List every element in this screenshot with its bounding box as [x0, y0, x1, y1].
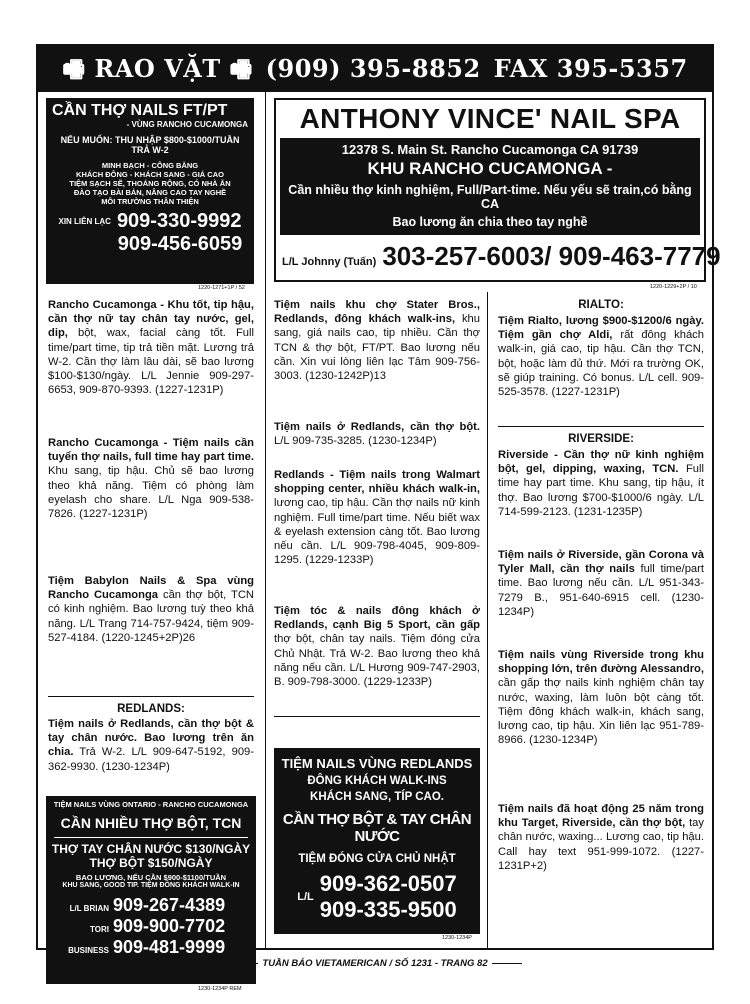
fax-machine-icon: 🖷: [62, 54, 86, 83]
fax-machine-icon: 🖷: [229, 54, 253, 83]
box-phone: 909-456-6059: [117, 233, 243, 255]
box-line: BAO LƯƠNG, NẾU CẦN $900-$1100/TUẦN: [75, 873, 227, 882]
header-fax: FAX 395-5357: [493, 54, 688, 83]
box-title: CẦN NHIỀU THỢ BỘT, TCN: [60, 815, 242, 831]
box-line: TIỆM NAILS VÙNG ONTARIO - RANCHO CUCAMONGA: [53, 800, 249, 809]
box-line: THỢ TAY CHÂN NƯỚC $130/NGÀY: [51, 842, 251, 856]
box-subtitle: - VÙNG RANCHO CUCAMONGA: [126, 120, 248, 129]
ad-code: 1230-1234P REM: [198, 986, 242, 992]
box-title: CẦN THỢ NAILS FT/PT: [52, 102, 228, 119]
classified-ad: Tiệm nails ở Redlands, cần thợ bột & tay chân nước. Bao lương trên ăn chia. Trả W-2. L/L 909-647-5192, 909-362-9930. (1230-1234P): [48, 718, 254, 773]
page-footer: [0, 958, 750, 969]
contact-name: TORI: [90, 925, 109, 934]
classified-ad: Tiệm tóc & nails đông khách ở Redlands, cạnh Big 5 Sport, cần gấp thợ bột, chân tay nails. Tiệm đóng cửa Chủ Nhật. Trả W-2. Bao lương theo khả năng nếu cần. L/L Hương 909-747-2903, B. 909-798-3000. (1229-1233P): [274, 605, 480, 689]
box-pay: TRẢ W-2: [131, 145, 169, 155]
box-line: CẦN THỢ BỘT & TAY CHÂN NƯỚC: [282, 811, 472, 845]
box-line: ĐÀO TẠO BÀI BẢN, NÂNG CAO TAY NGHỀ: [73, 188, 227, 197]
contact-name: L/L BRIAN: [69, 904, 109, 913]
box-phone: 909-481-9999: [113, 937, 226, 957]
section-heading: REDLANDS:: [117, 703, 185, 715]
box-title: TIỆM NAILS VÙNG REDLANDS: [281, 756, 473, 771]
ad-code: 1230-1234P: [442, 935, 472, 941]
box-phone: 909-335-9500: [319, 897, 457, 922]
column-1: [38, 92, 266, 992]
ad-anthony-vince: [274, 98, 721, 282]
box-line: ĐÔNG KHÁCH WALK-INS: [307, 775, 447, 787]
ad-phones: 303-257-6003/ 909-463-7779: [382, 241, 721, 271]
box-phone: 909-900-7702: [113, 916, 226, 936]
box-phone: 909-362-0507: [319, 871, 457, 896]
ad-box-nails-ft-pt: [46, 98, 254, 284]
ad-box-redlands: [274, 748, 480, 934]
classified-ad: Tiệm nails khu chợ Stater Bros., Redlands, đông khách walk-ins, khu sang, giá nails cao, tip nhiều. Cần thợ TCN & thợ bột, FT/PT. Bao lương nếu cần. Xin vui lòng liên lạc Tâm 909-756-3003. (1230-1242P)13: [274, 299, 480, 383]
classified-ad: Tiệm nails ở Redlands, cần thợ bột. L/L 909-735-3285. (1230-1234P): [274, 421, 480, 448]
section-divider: [274, 716, 480, 717]
ad-area: KHU RANCHO CUCAMONGA -: [367, 159, 613, 178]
box-phone: 909-267-4389: [113, 895, 226, 915]
box-line: MÔI TRƯỜNG THÂN THIỆN: [101, 197, 199, 206]
ad-address: 12378 S. Main St. Rancho Cucamonga CA 91739: [341, 142, 639, 157]
contact-name: BUSINESS: [68, 946, 109, 955]
box-line: THỢ BỘT $150/NGÀY: [89, 856, 213, 870]
ad-need: Cần nhiều thợ kinh nghiệm, Full/Part-time. Nếu yếu sẽ train,có bằng CA: [288, 183, 692, 211]
classified-ad: Redlands - Tiệm nails trong Walmart shopping center, nhiều khách walk-in, lương cao, tip hậu. Cần thợ nails nữ kinh nghiệm. Full time/part time. Nếu biết wax & eyelash extension càng tốt. Bao lương nếu cần. L/L 909-798-4045, 909-809-1295. (1229-1233P): [274, 469, 480, 567]
classified-ad: Rancho Cucamonga - Khu tốt, tip hậu, cần thợ nữ tay chân tay nước, gel, dip, bột, wax, facial càng tốt. Full time/part time, tip trả tiền mặt. Lương trả W-2. Cần thợ làm lâu dài, sẽ bao lương $100-$130/ngày. L/L Jennie 909-297-6653, 909-870-9393. (1227-1231P): [48, 299, 254, 397]
header-phone: (909) 395-8852: [265, 54, 481, 83]
ad-contact: L/L Johnny (Tuấn): [282, 256, 377, 268]
ad-box-ontario: [46, 796, 256, 984]
box-line: KHÁCH ĐÔNG - KHÁCH SANG - GIÁ CAO: [76, 170, 224, 179]
section-divider: [48, 696, 254, 697]
box-income: NẾU MUỐN: THU NHẬP $800-$1000/TUẦN: [60, 135, 240, 145]
box-phone: 909-330-9992: [116, 210, 242, 232]
ad-title: ANTHONY VINCE' NAIL SPA: [299, 103, 681, 134]
box-contact-label: L/L: [297, 891, 314, 903]
footer-text: TUẦN BÁO VIETAMERICAN / SỐ 1231 - TRANG 82: [262, 958, 488, 969]
ad-pay: Bao lương ăn chia theo tay nghề: [392, 215, 588, 229]
section-divider: [498, 426, 704, 427]
column-2: [266, 292, 488, 948]
box-line: TIỆM ĐÓNG CỬA CHỦ NHẬT: [298, 853, 456, 865]
section-heading: RIVERSIDE:: [568, 433, 634, 445]
classified-ad: Rancho Cucamonga - Tiệm nails cần tuyển thợ nails, full time hay part time. Khu sang, tip hậu. Chủ sẽ bao lương theo khả năng. Tiệm có phòng làm eyelash cho share. L/L Nga 909-538-7826. (1227-1231P): [48, 437, 254, 521]
box-line: MINH BẠCH - CÔNG BẰNG: [101, 161, 199, 170]
box-line: KHU SANG, GOOD TIP. TIỆM ĐÔNG KHÁCH WALK-IN: [62, 882, 240, 889]
classified-ad: Tiệm nails ở Riverside, gần Corona và Tyler Mall, cần thợ nails full time/part time. Bao lương nếu cần. L/L 951-343-7279 B., 951-640-6915 cell. (1230-1234P): [498, 549, 704, 618]
classified-ad: Tiệm Babylon Nails & Spa vùng Rancho Cucamonga cần thợ bột, TCN có kinh nghiệm. Bao lương tuỳ theo khả năng. L/L Trang 714-757-9424, tiệm 909-527-4184. (1220-1245+2P)26: [48, 575, 254, 644]
column-3: [488, 292, 712, 948]
classified-ad: Tiệm Rialto, lương $900-$1200/6 ngày. Tiệm gần chợ Aldi, rất đông khách walk-in, giá cao, tip hậu. Cần thợ TCN, bột, hoặc làm đủ thứ. Mới ra trường OK, sẽ giúp training. Có bonus. L/L cell. 909-525-3578. (1227-1231P): [498, 315, 704, 399]
classified-ad: Tiệm nails vùng Riverside trong khu shopping lớn, trên đường Alessandro, cần gấp thợ nails kinh nghiệm chân tay nước, waxing, làm luôn bột càng tốt. Tiệm đông khách walk-in, khách sang, lương cao, tip hậu. Xin liên lạc 951-789-8966. (1230-1234P): [498, 649, 704, 747]
section-heading: RIALTO:: [578, 299, 624, 311]
ad-code: 1220-1229+2P / 10: [650, 284, 697, 290]
page-header: [38, 46, 712, 92]
ad-code: 1220-1271+1P / 52: [198, 285, 245, 291]
classified-ad: Tiệm nails đã hoạt động 25 năm trong khu Target, Riverside, cần thợ bột, tay chân nước, waxing... Lương cao, tip hậu. Call hay text 951-999-1072. (1227-1231P+2): [498, 803, 704, 872]
box-line: KHÁCH SANG, TÍP CAO.: [310, 791, 444, 803]
classified-ad: Riverside - Cần thợ nữ kinh nghiệm bột, gel, dipping, waxing, TCN. Full time hay part time. Khu sang, tip hậu, ít thợ. Bao lương $700-$1000/6 ngày. L/L 714-599-2123. (1231-1235P): [498, 449, 704, 518]
box-line: TIỆM SẠCH SẼ, THOÁNG RỘNG, CÓ NHÀ ĂN: [69, 179, 231, 188]
box-contact-label: XIN LIÊN LẠC: [58, 217, 111, 226]
header-title: RAO VẶT: [94, 54, 221, 83]
